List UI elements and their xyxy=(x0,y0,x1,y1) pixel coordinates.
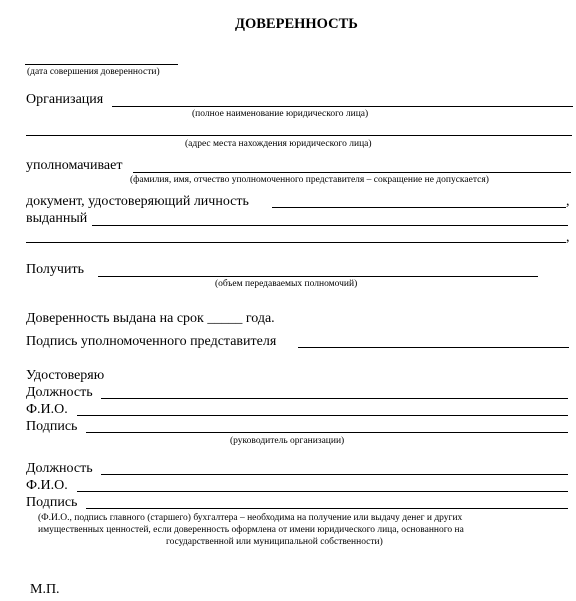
accountant-position-line[interactable] xyxy=(101,474,568,475)
term-prefix: Доверенность выдана на срок xyxy=(26,311,204,326)
receive-hint: (объем передаваемых полномочий) xyxy=(215,279,358,289)
organization-name-line[interactable] xyxy=(112,106,573,107)
organization-address-line[interactable] xyxy=(26,135,572,136)
certify-heading: Удостоверяю xyxy=(26,368,105,383)
receive-line[interactable] xyxy=(98,276,538,277)
term-suffix: года. xyxy=(245,311,275,326)
issued-by-label: выданный xyxy=(26,211,88,226)
accountant-fio-label: Ф.И.О. xyxy=(26,478,68,493)
document-title: ДОВЕРЕННОСТЬ xyxy=(235,16,358,32)
certify-position-line[interactable] xyxy=(101,398,568,399)
identity-document-comma: , xyxy=(566,194,570,209)
certify-hint: (руководитель организации) xyxy=(230,436,345,446)
accountant-fio-line[interactable] xyxy=(77,491,568,492)
organization-name-hint: (полное наименование юридического лица) xyxy=(192,109,369,119)
term-text xyxy=(26,311,275,327)
issued-by-line[interactable] xyxy=(92,225,568,226)
date-line[interactable] xyxy=(25,64,178,65)
identity-document-line[interactable] xyxy=(272,207,566,208)
date-hint: (дата совершения доверенности) xyxy=(27,67,160,77)
term-blank[interactable]: _____ xyxy=(207,311,243,326)
accountant-hint-line-1: (Ф.И.О., подпись главного (старшего) бухгалтера – необходима на получение или выдачу денег и других xyxy=(38,513,463,523)
accountant-signature-label: Подпись xyxy=(26,495,78,510)
issued-by-line-2[interactable] xyxy=(26,242,566,243)
certify-fio-label: Ф.И.О. xyxy=(26,402,68,417)
accountant-signature-line[interactable] xyxy=(86,508,568,509)
accountant-hint-line-3: государственной или муниципальной собственности) xyxy=(166,537,383,547)
representative-signature-label: Подпись уполномоченного представителя xyxy=(26,334,277,349)
receive-label: Получить xyxy=(26,262,84,277)
representative-name-hint: (фамилия, имя, отчество уполномоченного представителя – сокращение не допускается) xyxy=(130,175,489,185)
accountant-position-label: Должность xyxy=(26,461,93,476)
identity-document-label: документ, удостоверяющий личность xyxy=(26,194,249,209)
organization-label: Организация xyxy=(26,92,104,107)
certify-signature-line[interactable] xyxy=(86,432,568,433)
certify-fio-line[interactable] xyxy=(77,415,568,416)
organization-address-hint: (адрес места нахождения юридического лица) xyxy=(185,139,372,149)
representative-signature-line[interactable] xyxy=(298,347,569,348)
certify-position-label: Должность xyxy=(26,385,93,400)
representative-name-line[interactable] xyxy=(133,172,571,173)
authorizes-label: уполномачивает xyxy=(26,158,123,173)
certify-signature-label: Подпись xyxy=(26,419,78,434)
accountant-hint-line-2: имущественных ценностей, если доверенность оформлена от имени юридического лица, основанного на xyxy=(38,525,464,535)
issued-by-comma: , xyxy=(566,230,570,245)
stamp-label: М.П. xyxy=(30,582,60,597)
